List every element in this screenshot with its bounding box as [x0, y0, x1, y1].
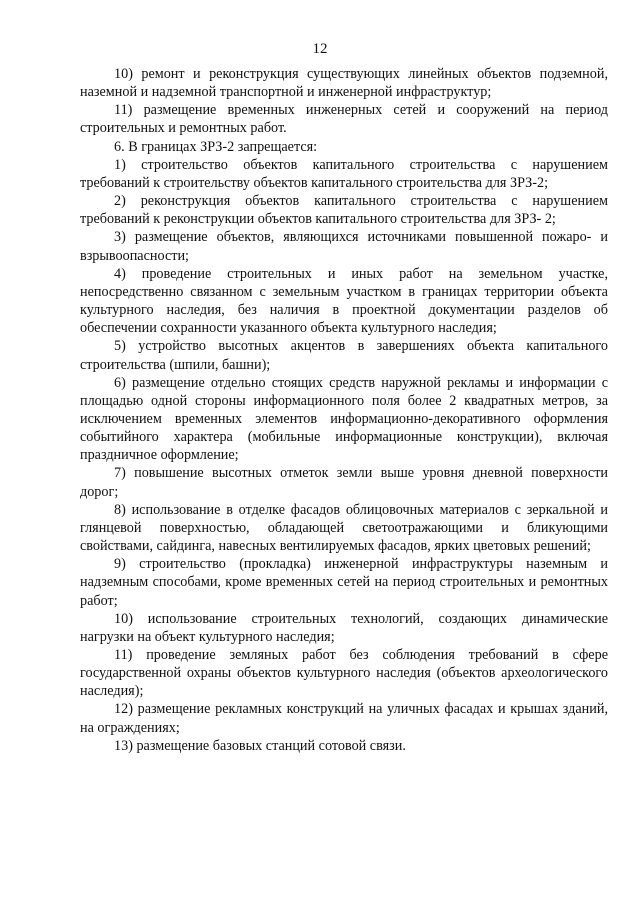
prohibition-item-8: 8) использование в отделке фасадов облицовочных материалов с зеркальной и глянцевой поверхностью, обладающей светоотражающими и бликующими свойствами, сайдинга, навесных вентилируемых фасадов, ярких цветовых решений;	[80, 501, 608, 555]
page-number: 12	[312, 41, 328, 57]
document-body	[80, 65, 608, 755]
prohibition-item-5: 5) устройство высотных акцентов в завершениях объекта капитального строительства (шпили, башни);	[80, 338, 608, 373]
prohibition-item-10: 10) использование строительных технологий, создающих динамические нагрузки на объект культурного наследия;	[80, 610, 608, 645]
paragraph-item-10-repair: 10) ремонт и реконструкция существующих линейных объектов подземной, наземной и надземной транспортной и инженерной инфраструктур;	[80, 66, 608, 101]
prohibition-item-13: 13) размещение базовых станций сотовой связи.	[114, 737, 406, 754]
prohibition-item-11: 11) проведение земляных работ без соблюдения требований в сфере государственной охраны объектов культурного наследия (объектов археологического наследия);	[80, 647, 608, 700]
prohibition-item-2: 2) реконструкция объектов капитального строительства с нарушением требований к реконструкции объектов капитального строительства для ЗРЗ- 2;	[80, 193, 608, 228]
prohibition-item-1: 1) строительство объектов капитального строительства с нарушением требований к строительству объектов капитального строительства для ЗРЗ-2;	[80, 156, 608, 191]
prohibition-item-3: 3) размещение объектов, являющихся источниками повышенной пожаро- и взрывоопасности;	[80, 229, 608, 264]
prohibition-item-9: 9) строительство (прокладка) инженерной инфраструктуры наземным и надземным способами, кроме временных сетей на период строительных и ремонтных работ;	[80, 556, 608, 609]
prohibition-item-4: 4) проведение строительных и иных работ на земельном участке, непосредственно связанном с земельным участком в границах территории объекта культурного наследия, без наличия в проектной документации разделов об обеспечении сохранности указанного объекта культурного наследия;	[80, 265, 608, 337]
paragraph-item-11-temporary-networks: 11) размещение временных инженерных сетей и сооружений на период строительных и ремонтных работ.	[80, 102, 608, 137]
prohibition-item-6: 6) размещение отдельно стоящих средств наружной рекламы и информации с площадью одной стороны информационного поля более 2 квадратных метров, за исключением временных элементов информационно-декоративного оформления событийного характера (мобильные информационные конструкции), включая праздничное оформление;	[80, 374, 608, 464]
section-heading-6: 6. В границах ЗРЗ-2 запрещается:	[114, 138, 318, 155]
prohibition-item-12: 12) размещение рекламных конструкций на уличных фасадах и крышах зданий, на ограждениях;	[80, 701, 608, 736]
prohibition-item-7: 7) повышение высотных отметок земли выше уровня дневной поверхности дорог;	[80, 465, 608, 500]
